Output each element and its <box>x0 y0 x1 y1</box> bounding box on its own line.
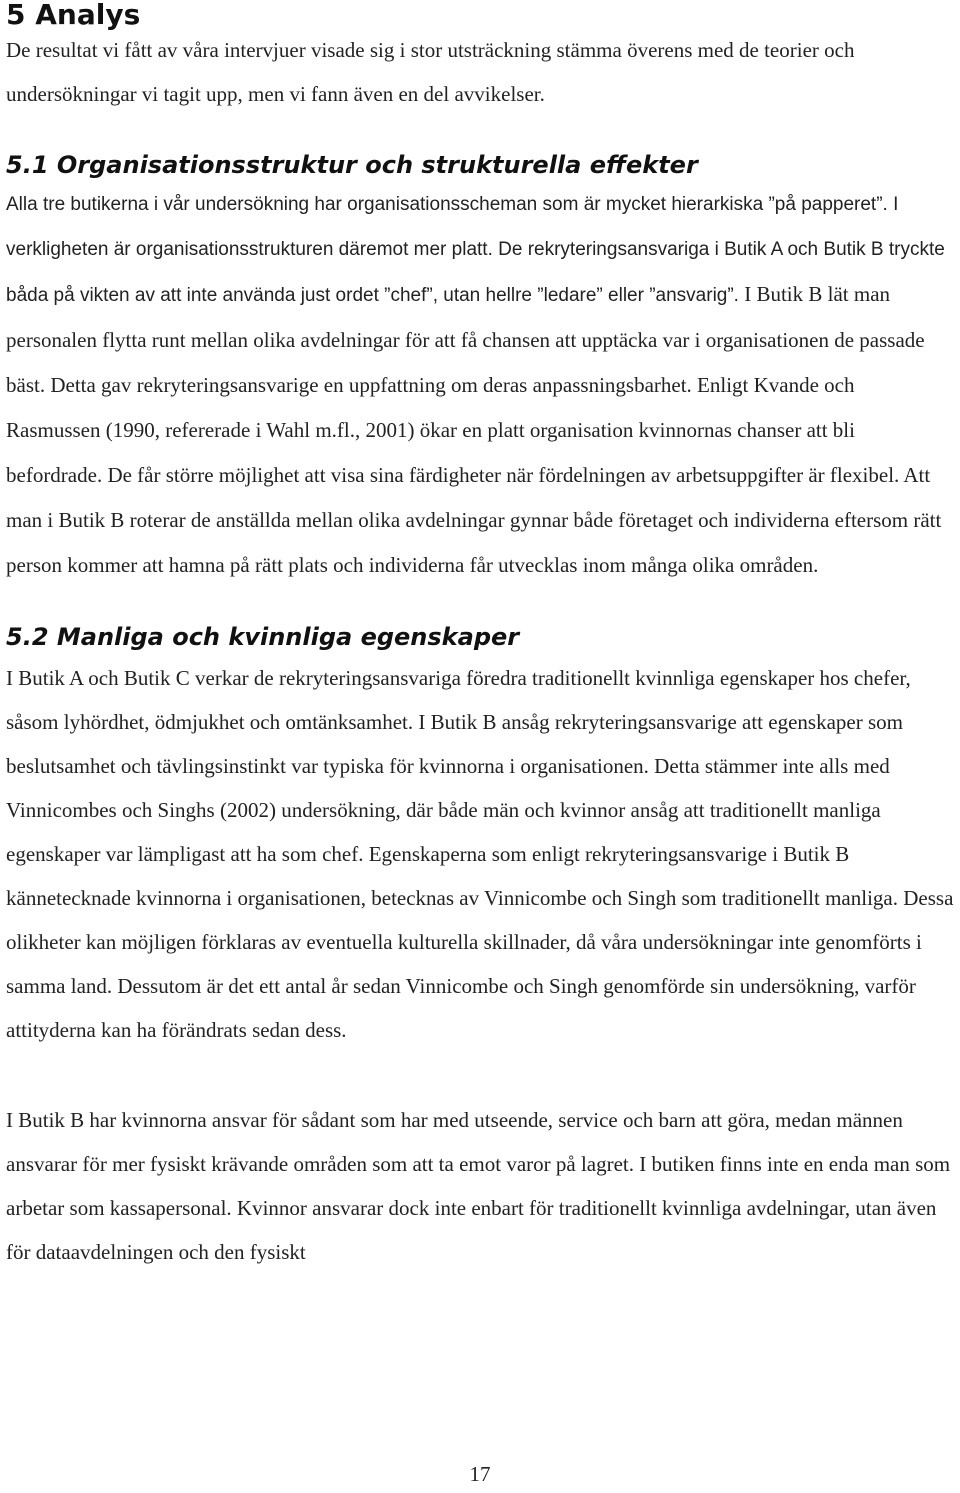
section-5-heading: 5 Analys <box>6 0 141 31</box>
page-number: 17 <box>469 1462 491 1486</box>
section-5-intro: De resultat vi fått av våra intervjuer visade sig i stor utsträckning stämma överens med de teorier och undersökningar vi tagit upp, men vi fann även en del avvikelser. <box>6 38 855 106</box>
section-5-2-heading: 5.2 Manliga och kvinnliga egenskaper <box>6 623 520 651</box>
section-5-1-body-sans: Alla tre butikerna i vår undersökning har organisationsscheman som är mycket hierarkiska ”på papperet”. I verkligheten är organisationsstrukturen däremot mer platt. De rekryteringsansvariga i Butik A och Butik B tryckte båda på vikten av att inte använda just ordet ”chef”, utan hellre ”ledare” eller ”ansvarig”. <box>6 194 945 306</box>
section-5-2-body: I Butik A och Butik C verkar de rekryteringsansvariga föredra traditionellt kvinnliga egenskaper hos chefer, såsom lyhördhet, ödmjukhet och omtänksamhet. I Butik B ansåg rekryteringsansvarige att egenskaper som beslutsamhet och tävlingsinstinkt var typiska för kvinnorna i organisationen. Detta stämmer inte alls med Vinnicombes och Singhs (2002) undersökning, där både män och kvinnor ansåg att traditionellt manliga egenskaper var lämpligast att ha som chef. Egenskaperna som enligt rekryteringsansvarige i Butik B kännetecknade kvinnorna i organisationen, betecknas av Vinnicombe och Singh som traditionellt manliga. Dessa olikheter kan möjligen förklaras av eventuella kulturella skillnader, då våra undersökningar inte genomförts i samma land. Dessutom är det ett antal år sedan Vinnicombe och Singh genomförde sin undersökning, varför attityderna kan ha förändrats sedan dess. <box>6 666 954 1042</box>
section-5-1-body-serif: I Butik B lät man personalen flytta runt mellan olika avdelningar för att få chansen att upptäcka var i organisationen de passade bäst. Detta gav rekryteringsansvarige en uppfattning om deras anpassningsbarhet. Enligt Kvande och Rasmussen (1990, refererade i Wahl m.fl., 2001) ökar en platt organisation kvinnornas chanser att bli befordrade. De får större möjlighet att visa sina färdigheter när fördelningen av arbetsuppgifter är flexibel. Att man i Butik B roterar de anställda mellan olika avdelningar gynnar både företaget och individerna eftersom rätt person kommer att hamna på rätt plats och individerna får utvecklas inom många olika områden. <box>6 282 942 577</box>
section-5-2-body-continued: I Butik B har kvinnorna ansvar för sådant som har med utseende, service och barn att göra, medan männen ansvarar för mer fysiskt krävande områden som att ta emot varor på lagret. I butiken finns inte en enda man som arbetar som kassapersonal. Kvinnor ansvarar dock inte enbart för traditionellt kvinnliga avdelningar, utan även för dataavdelningen och den fysiskt <box>6 1108 951 1264</box>
section-5-1-heading: 5.1 Organisationsstruktur och strukturella effekter <box>6 151 698 179</box>
document-page <box>6 0 954 1274</box>
section-5-1-body <box>6 182 954 588</box>
